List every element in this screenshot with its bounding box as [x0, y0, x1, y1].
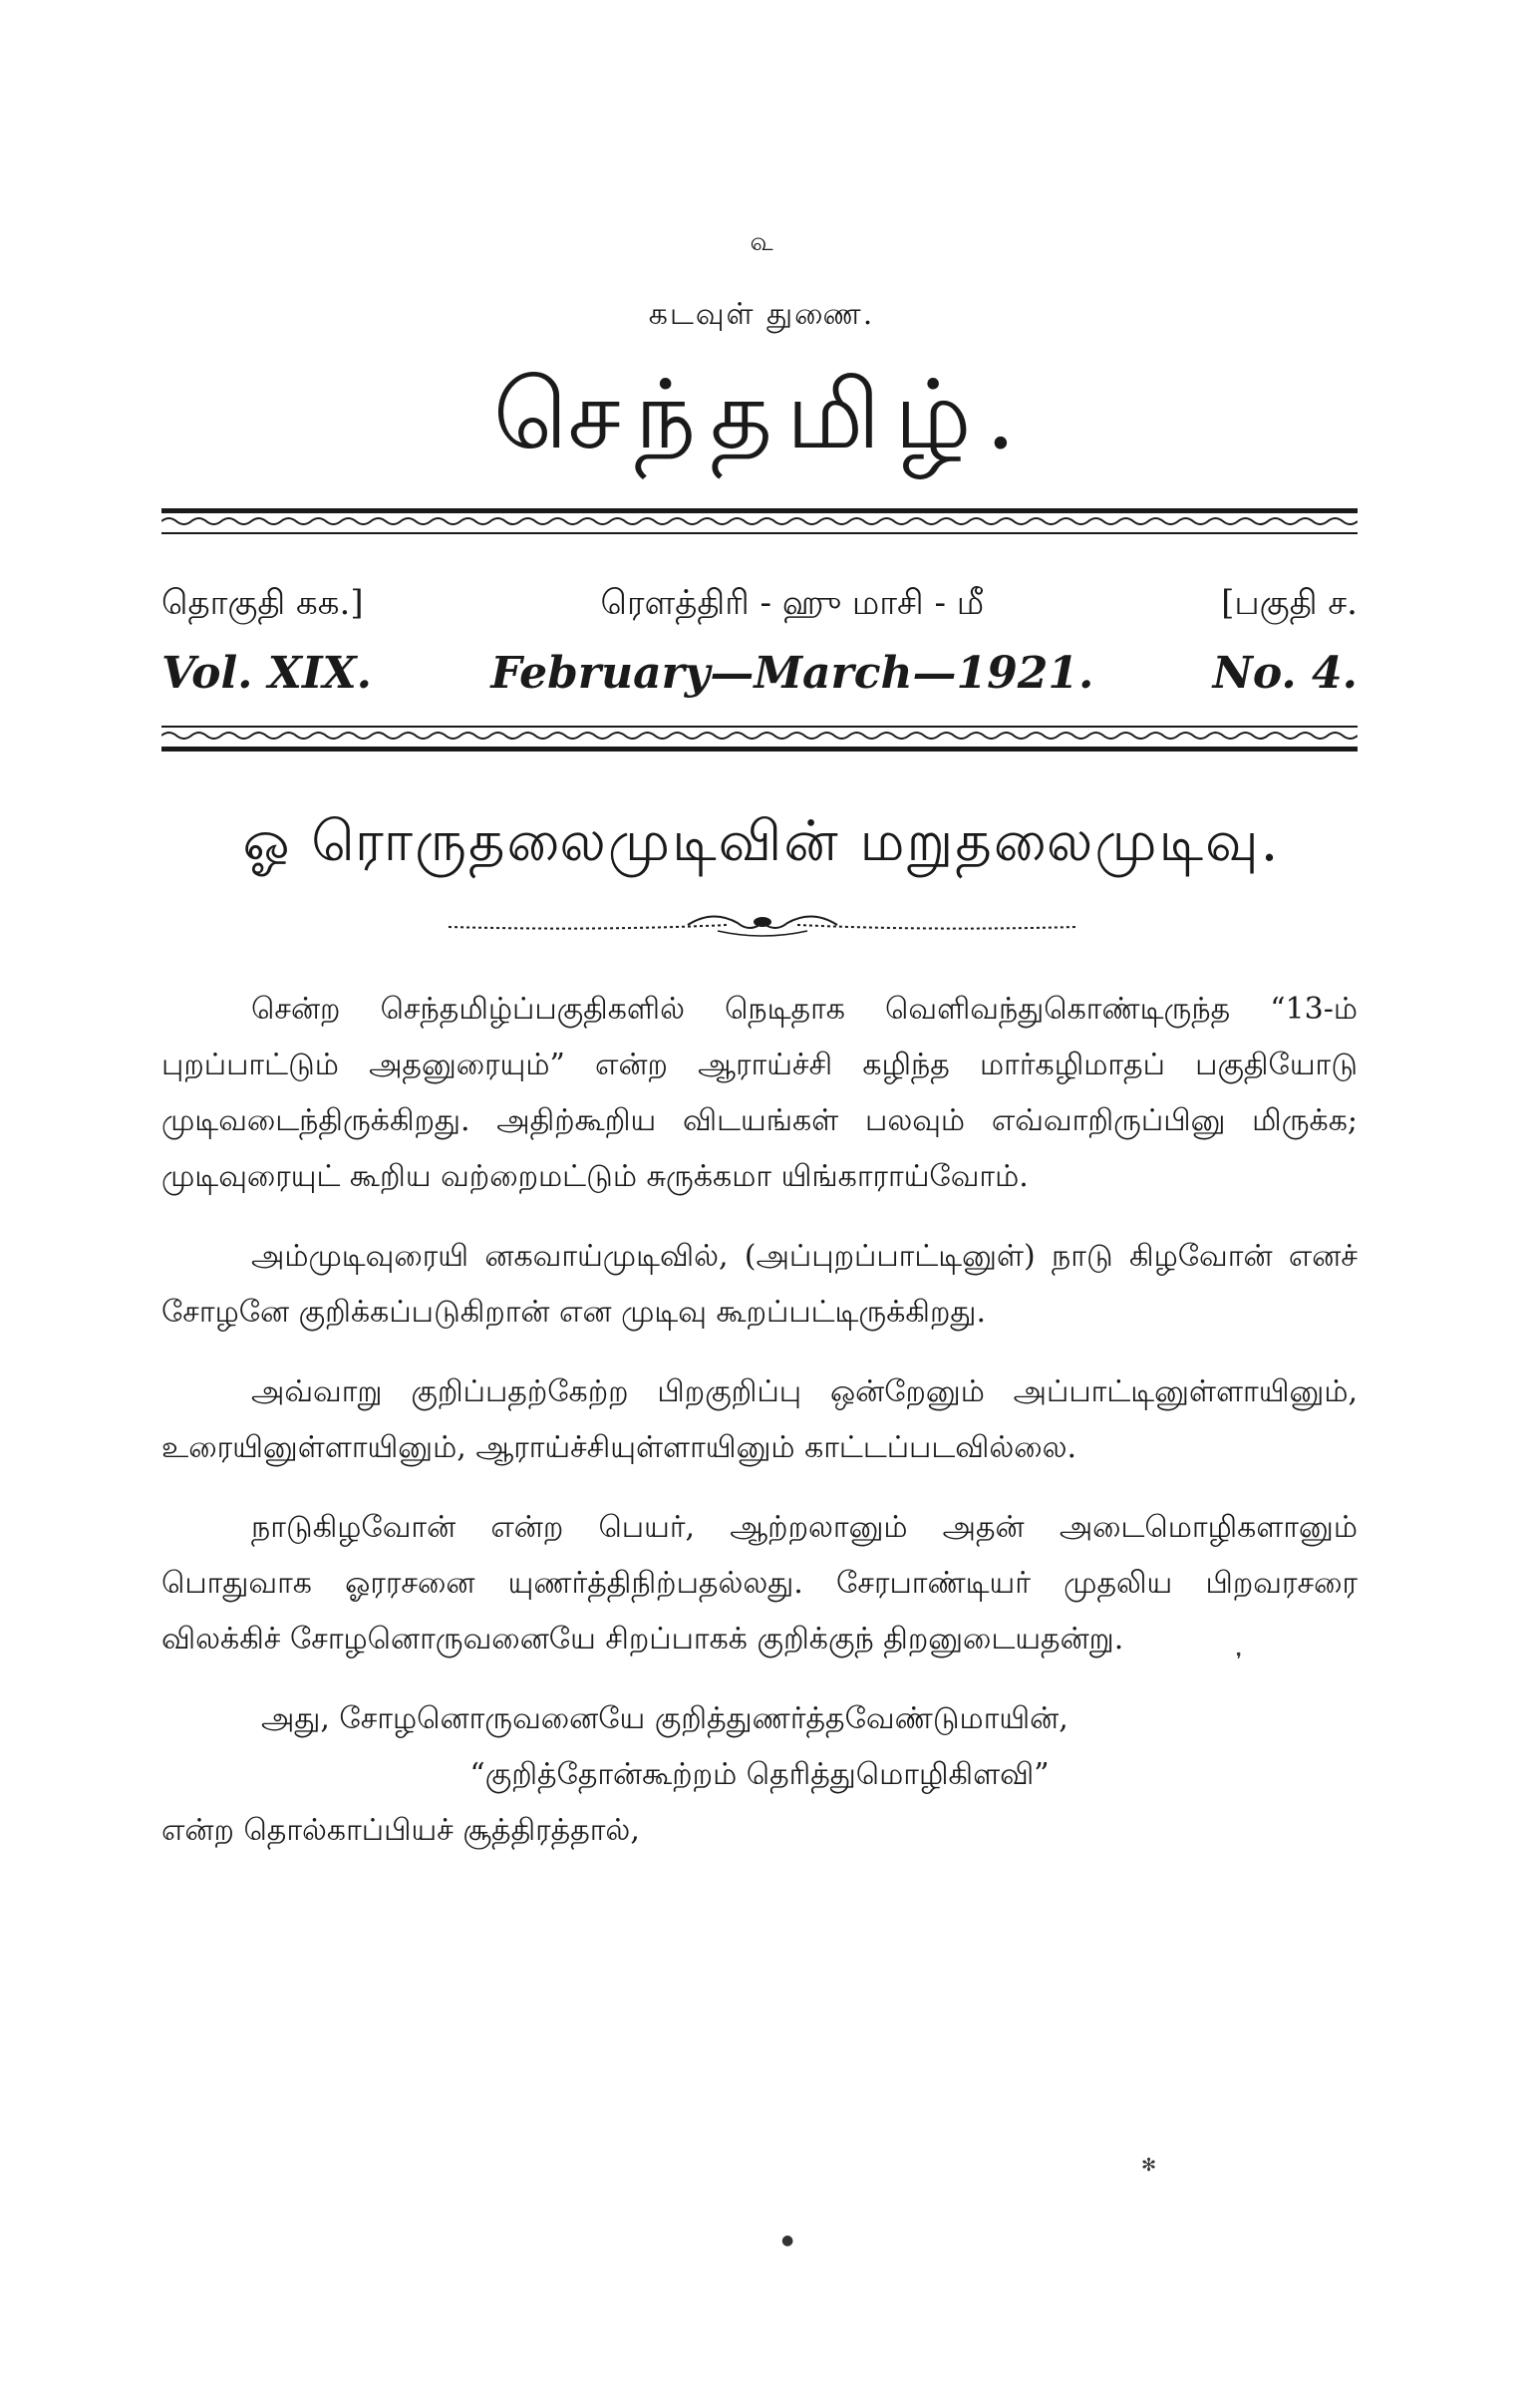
issue-info-latin [161, 648, 1358, 699]
issue-info-tamil [161, 583, 1358, 627]
rule-line [161, 726, 1358, 728]
bottom-rule-group [161, 726, 1358, 752]
top-symbol: ௳ [750, 227, 773, 257]
quoted-verse: “குறித்தோன்கூற்றம் தெரித்துமொழிகிளவி” [469, 1757, 1050, 1792]
masthead-title: செந்தமிழ். [492, 359, 1031, 470]
paragraph: அவ்வாறு குறிப்பதற்கேற்ற பிறகுறிப்பு ஒன்றேனும் அப்பாட்டினுள்ளாயினும், உரையினுள்ளாயினும், ஆராய்ச்சியுள்ளாயினும் காட்டப்படவில்லை. [161, 1374, 1358, 1465]
article-body [161, 982, 1358, 1859]
paragraph: அது, சோழனொருவனையே குறித்துணர்த்தவேண்டுமாயின், [261, 1701, 1068, 1736]
rule-line [161, 508, 1358, 513]
rule-line [161, 747, 1358, 752]
number-tamil: [பகுதி ச. [1221, 583, 1358, 623]
volume-latin: Vol. XIX. [161, 648, 372, 699]
paragraph-continuation: என்ற தொல்காப்பியச் சூத்திரத்தால், [161, 1813, 640, 1848]
article-title: ஓ ரொருதலைமுடிவின் மறுதலைமுடிவு. [242, 809, 1281, 874]
print-speck-icon: ● [781, 2233, 794, 2249]
invocation-line: கடவுள் துணை. [648, 297, 875, 332]
wavy-rule [161, 514, 1358, 528]
rule-line [161, 532, 1358, 534]
wavy-rule [161, 729, 1358, 743]
paragraph: நாடுகிழவோன் என்ற பெயர், ஆற்றலானும் அதன் அடைமொழிகளானும் பொதுவாக ஓரரசனை யுணர்த்திநிற்பதல்லது. சேரபாண்டியர் முதலிய பிறவரசரை விலக்கிச் சோழனொருவனையே சிறப்பாகக் குறிக்குந் திறனுடையதன்று. [161, 1510, 1358, 1656]
print-speck-icon: ❜ [1236, 1650, 1242, 1670]
top-rule-group [161, 508, 1358, 534]
volume-tamil: தொகுதி கக.] [161, 583, 364, 623]
print-speck-icon: ✻ [1141, 2155, 1157, 2176]
ornament-divider-icon [439, 905, 1086, 945]
date-tamil: ரௌத்திரி - ஹு மாசி - மீ [600, 583, 985, 623]
number-latin: No. 4. [1212, 648, 1358, 699]
paragraph: அம்முடிவுரையி னகவாய்முடிவில், (அப்புறப்பாட்டினுள்) நாடு கிழவோன் எனச் சோழனே குறிக்கப்படுகிறான் என முடிவு கூறப்பட்டிருக்கிறது. [161, 1239, 1358, 1330]
paragraph: சென்ற செந்தமிழ்ப்பகுதிகளில் நெடிதாக வெளிவந்துகொண்டிருந்த “13-ம் புறப்பாட்டும் அதனுரையும்” என்ற ஆராய்ச்சி கழிந்த மார்கழிமாதப் பகுதியோடு முடிவடைந்திருக்கிறது. அதிற்கூறிய விடயங்கள் பலவும் எவ்வாறிருப்பினு மிருக்க; முடிவுரையுட் கூறிய வற்றைமட்டும் சுருக்கமா யிங்காராய்வோம். [161, 992, 1358, 1194]
date-latin: February—March—1921. [490, 648, 1094, 699]
